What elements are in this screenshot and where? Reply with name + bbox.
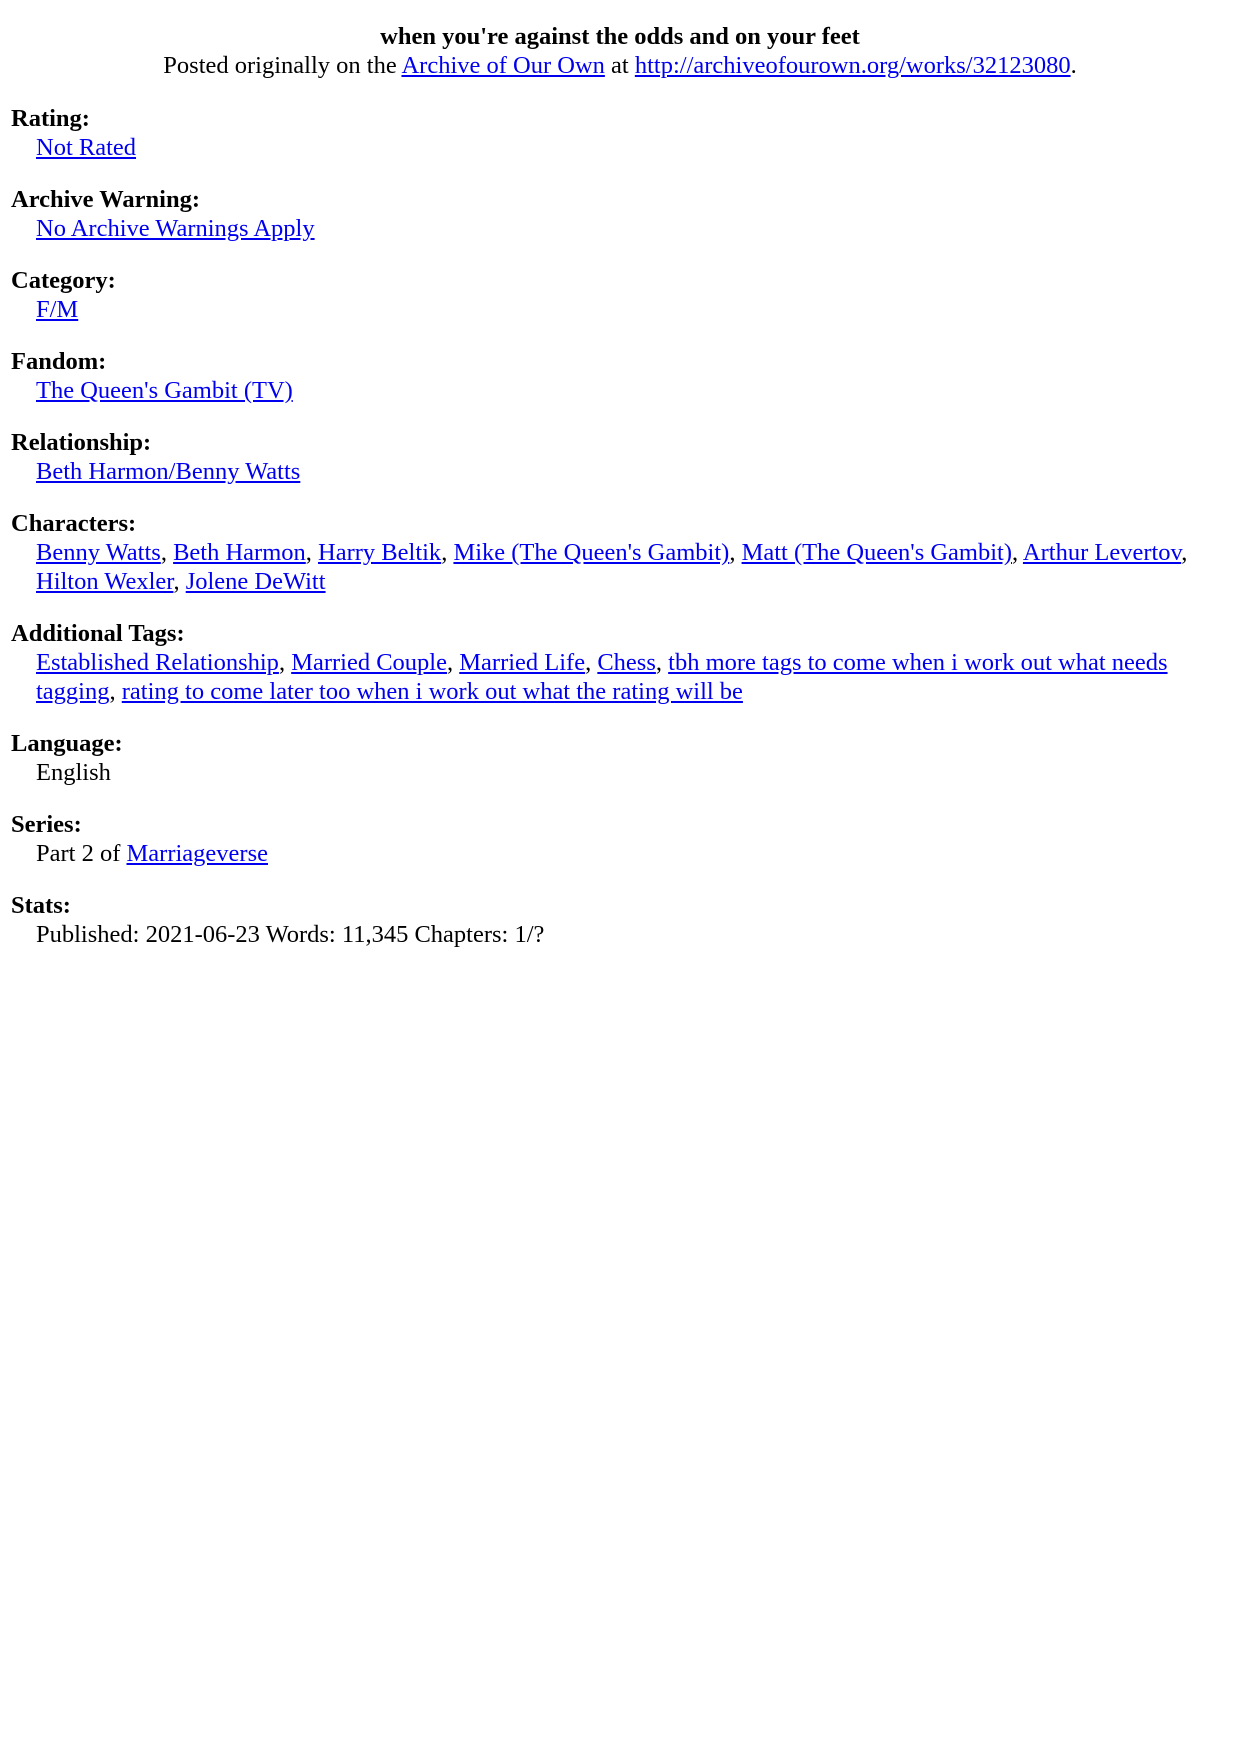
relationship-value [11, 457, 1226, 486]
warning-value [11, 214, 1226, 243]
characters-label: Characters: [11, 510, 137, 537]
stats-group [11, 891, 1226, 949]
character-link[interactable]: Arthur Levertov [1022, 539, 1182, 566]
fandom-label: Fandom: [11, 348, 107, 375]
relationship-label: Relationship: [11, 429, 152, 456]
stats-value: Published: 2021-06-23 Words: 11,345 Chapters: 1/? [36, 921, 545, 948]
tag-link[interactable]: Married Life [459, 649, 586, 676]
archive-link[interactable]: Archive of Our Own [401, 52, 605, 79]
tags-value: Established Relationship, Married Couple, Married Life, Chess, tbh more tags to come when i work out what needs tagging, rating to come later too when i work out what the rating will be [36, 649, 1168, 705]
tag-link[interactable]: rating to come later too when i work out what the rating will be [121, 678, 743, 705]
character-link[interactable]: Hilton Wexler [36, 568, 174, 595]
warning-group [11, 185, 1226, 243]
fandom-link[interactable]: The Queen's Gambit (TV) [36, 377, 293, 404]
warning-link[interactable]: No Archive Warnings Apply [36, 215, 315, 242]
category-link[interactable]: F/M [36, 296, 79, 323]
series-group [11, 810, 1226, 868]
category-label: Category: [11, 267, 116, 294]
rating-value [11, 133, 1226, 162]
character-link[interactable]: Beth Harmon [173, 539, 306, 566]
category-value [11, 295, 1226, 324]
rating-label: Rating: [11, 105, 90, 132]
tag-link[interactable]: Married Couple [291, 649, 447, 676]
series-prefix: Part 2 of [36, 840, 127, 867]
language-value: English [36, 759, 111, 786]
tag-link[interactable]: tbh more tags to come when i work out what needs tagging [36, 649, 1168, 705]
fandom-group [11, 347, 1226, 405]
work-metadata [11, 104, 1226, 972]
character-link[interactable]: Benny Watts [36, 539, 161, 566]
tags-group [11, 619, 1226, 706]
tag-link[interactable]: Chess [597, 649, 656, 676]
character-link[interactable]: Jolene DeWitt [185, 568, 326, 595]
posted-middle: at [604, 52, 635, 79]
series-value [11, 839, 1226, 868]
language-group [11, 729, 1226, 787]
series-label: Series: [11, 811, 82, 838]
relationship-link[interactable]: Beth Harmon/Benny Watts [36, 458, 301, 485]
relationship-group [11, 428, 1226, 486]
characters-group [11, 509, 1226, 596]
category-group [11, 266, 1226, 324]
rating-group [11, 104, 1226, 162]
warning-label: Archive Warning: [11, 186, 200, 213]
stats-label: Stats: [11, 892, 71, 919]
character-link[interactable]: Matt (The Queen's Gambit) [741, 539, 1013, 566]
work-header [0, 22, 1240, 80]
work-url-link[interactable]: http://archiveofourown.org/works/32123080 [634, 52, 1071, 79]
characters-value: Benny Watts, Beth Harmon, Harry Beltik, Mike (The Queen's Gambit), Matt (The Queen's Gambit), Arthur Levertov, Hilton Wexler, Jolene DeWitt [36, 539, 1188, 595]
posted-suffix: . [1070, 52, 1077, 79]
posted-prefix: Posted originally on the [163, 52, 402, 79]
rating-link[interactable]: Not Rated [36, 134, 137, 161]
work-title: when you're against the odds and on your feet [380, 23, 860, 50]
character-link[interactable]: Harry Beltik [318, 539, 442, 566]
language-label: Language: [11, 730, 123, 757]
series-link[interactable]: Marriageverse [126, 840, 268, 867]
fandom-value [11, 376, 1226, 405]
character-link[interactable]: Mike (The Queen's Gambit) [453, 539, 730, 566]
tag-link[interactable]: Established Relationship [36, 649, 279, 676]
posted-line [0, 51, 1240, 80]
tags-label: Additional Tags: [11, 620, 185, 647]
